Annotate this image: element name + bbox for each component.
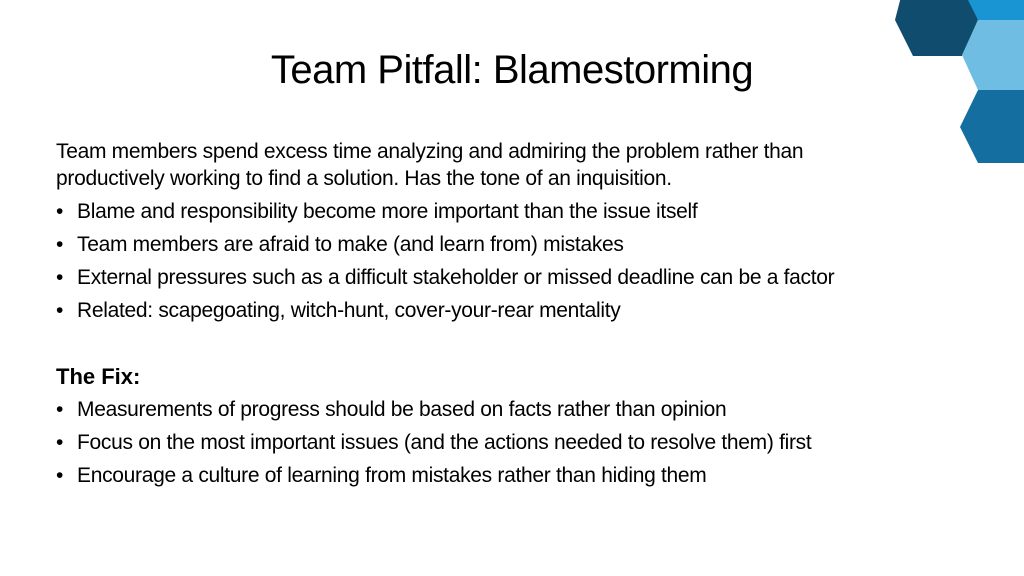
bullet-text: Team members are afraid to make (and learn from) mistakes	[77, 233, 624, 256]
bullet-icon: •	[56, 398, 64, 421]
bullet-text: Measurements of progress should be based on facts rather than opinion	[77, 398, 727, 421]
fix-heading: The Fix:	[56, 364, 141, 389]
slide-title: Team Pitfall: Blamestorming	[270, 48, 754, 92]
bullet-icon: •	[56, 233, 64, 256]
bullet-item	[56, 299, 620, 323]
intro-line-2: productively working to find a solution. Has the tone of an inquisition.	[56, 167, 672, 190]
fix-bullet-item	[56, 464, 706, 488]
bullet-text: Focus on the most important issues (and the actions needed to resolve them) first	[77, 431, 812, 454]
hexagon-mid	[960, 90, 1024, 163]
intro-line-1: Team members spend excess time analyzing and admiring the problem rather than	[56, 140, 804, 163]
bullet-text: Blame and responsibility become more important than the issue itself	[77, 200, 698, 223]
bullet-icon: •	[56, 200, 64, 223]
bullet-item	[56, 233, 624, 257]
bullet-item	[56, 266, 834, 290]
bullet-icon: •	[56, 464, 64, 487]
bullet-icon: •	[56, 299, 64, 322]
fix-bullet-item	[56, 431, 811, 455]
fix-bullet-item	[56, 398, 726, 422]
bullet-text: Related: scapegoating, witch-hunt, cover-your-rear mentality	[77, 299, 621, 322]
bullet-item	[56, 200, 697, 224]
bullet-icon: •	[56, 266, 64, 289]
bullet-icon: •	[56, 431, 64, 454]
bullet-text: Encourage a culture of learning from mistakes rather than hiding them	[77, 464, 707, 487]
bullet-text: External pressures such as a difficult stakeholder or missed deadline can be a factor	[77, 266, 835, 289]
